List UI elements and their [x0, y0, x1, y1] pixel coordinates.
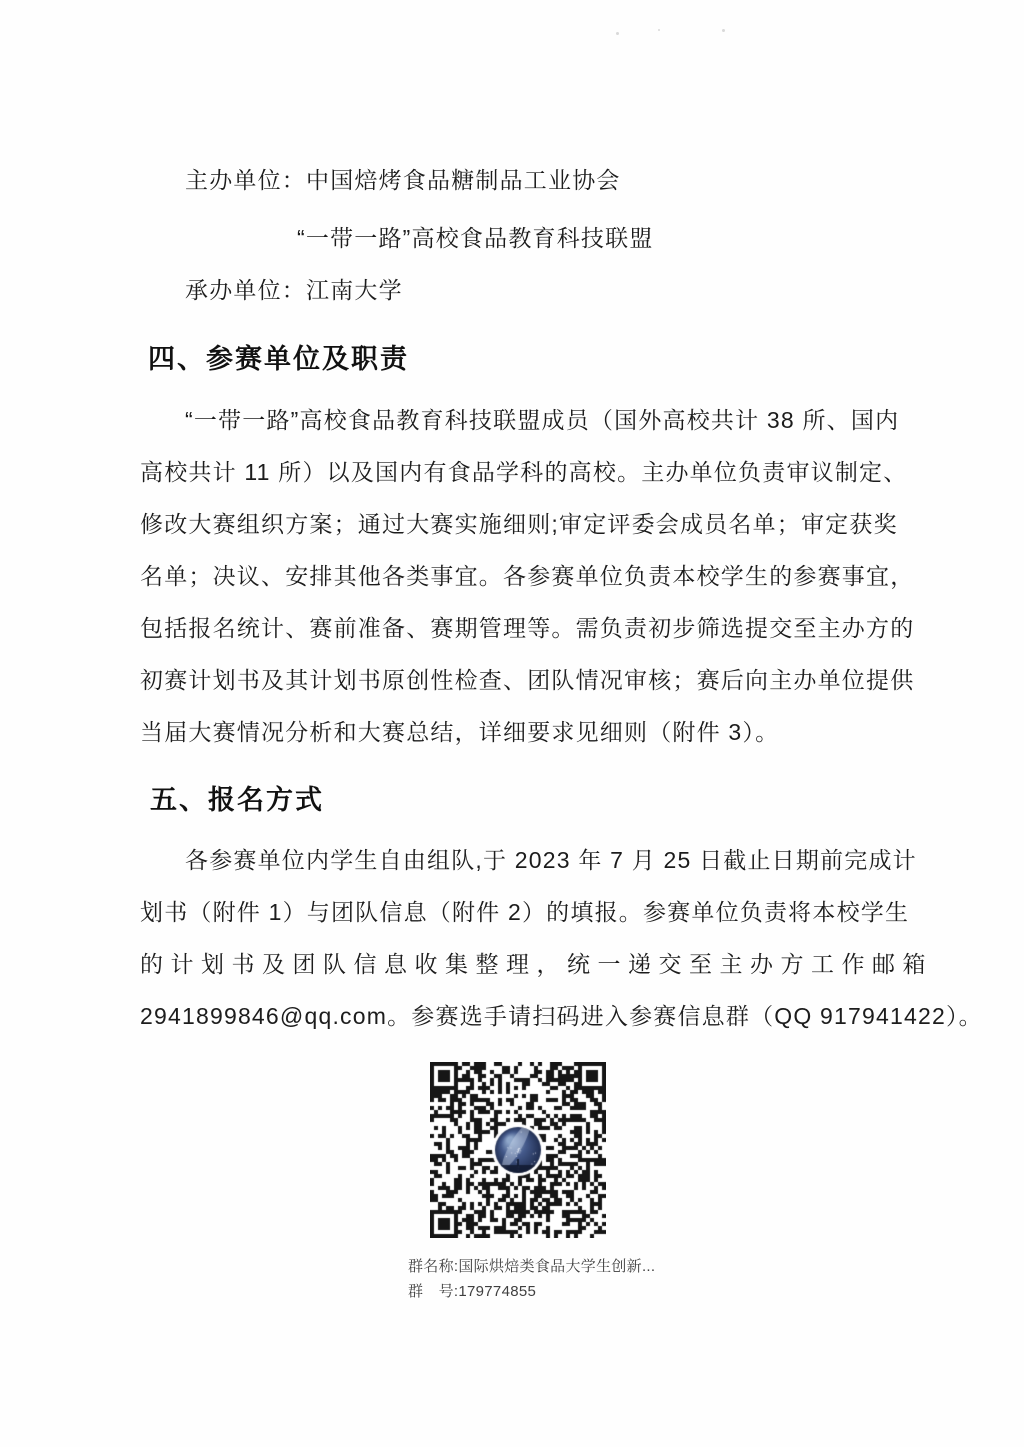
section4-paragraph-line: “一带一路”高校食品教育科技联盟成员（国外高校共计 38 所、国内	[185, 407, 900, 433]
qr-code-canvas	[430, 1062, 606, 1238]
qr-group-name-caption: 群名称:国际烘焙类食品大学生创新...	[408, 1258, 656, 1275]
section5-paragraph-line: 的计划书及团队信息收集整理，统一递交至主办方工作邮箱	[140, 951, 933, 977]
qq-group-qr-code-image	[430, 1062, 606, 1238]
section4-paragraph-line: 名单；决议、安排其他各类事宜。各参赛单位负责本校学生的参赛事宜，	[140, 563, 915, 589]
section5-paragraph-line: 各参赛单位内学生自由组队,于 2023 年 7 月 25 日截止日期前完成计	[185, 847, 917, 873]
scan-speck	[722, 29, 725, 32]
section4-heading: 四、参赛单位及职责	[148, 344, 409, 374]
section4-paragraph-line: 高校共计 11 所）以及国内有食品学科的高校。主办单位负责审议制定、	[140, 459, 908, 485]
host-unit-line-2: “一带一路”高校食品教育科技联盟	[297, 225, 654, 251]
section4-paragraph-line: 修改大赛组织方案；通过大赛实施细则;审定评委会成员名单；审定获奖	[140, 511, 898, 537]
host-unit-line: 主办单位：中国焙烤食品糖制品工业协会	[185, 167, 621, 193]
section4-paragraph-line: 当届大赛情况分析和大赛总结，详细要求见细则（附件 3）。	[140, 719, 780, 745]
undertaker-unit-line: 承办单位：江南大学	[185, 277, 403, 303]
section5-paragraph-line: 划书（附件 1）与团队信息（附件 2）的填报。参赛单位负责将本校学生	[140, 899, 910, 925]
scan-speck	[616, 32, 619, 35]
qr-group-number-caption: 群 号:179774855	[408, 1283, 537, 1300]
section5-heading: 五、报名方式	[150, 785, 324, 815]
section5-paragraph-line: 2941899846@qq.com。参赛选手请扫码进入参赛信息群（QQ 917941422）。	[140, 1003, 983, 1029]
section4-paragraph-line: 初赛计划书及其计划书原创性检查、团队情况审核；赛后向主办单位提供	[140, 667, 915, 693]
scan-speck	[658, 29, 660, 31]
section4-paragraph-line: 包括报名统计、赛前准备、赛期管理等。需负责初步筛选提交至主办方的	[140, 615, 915, 641]
